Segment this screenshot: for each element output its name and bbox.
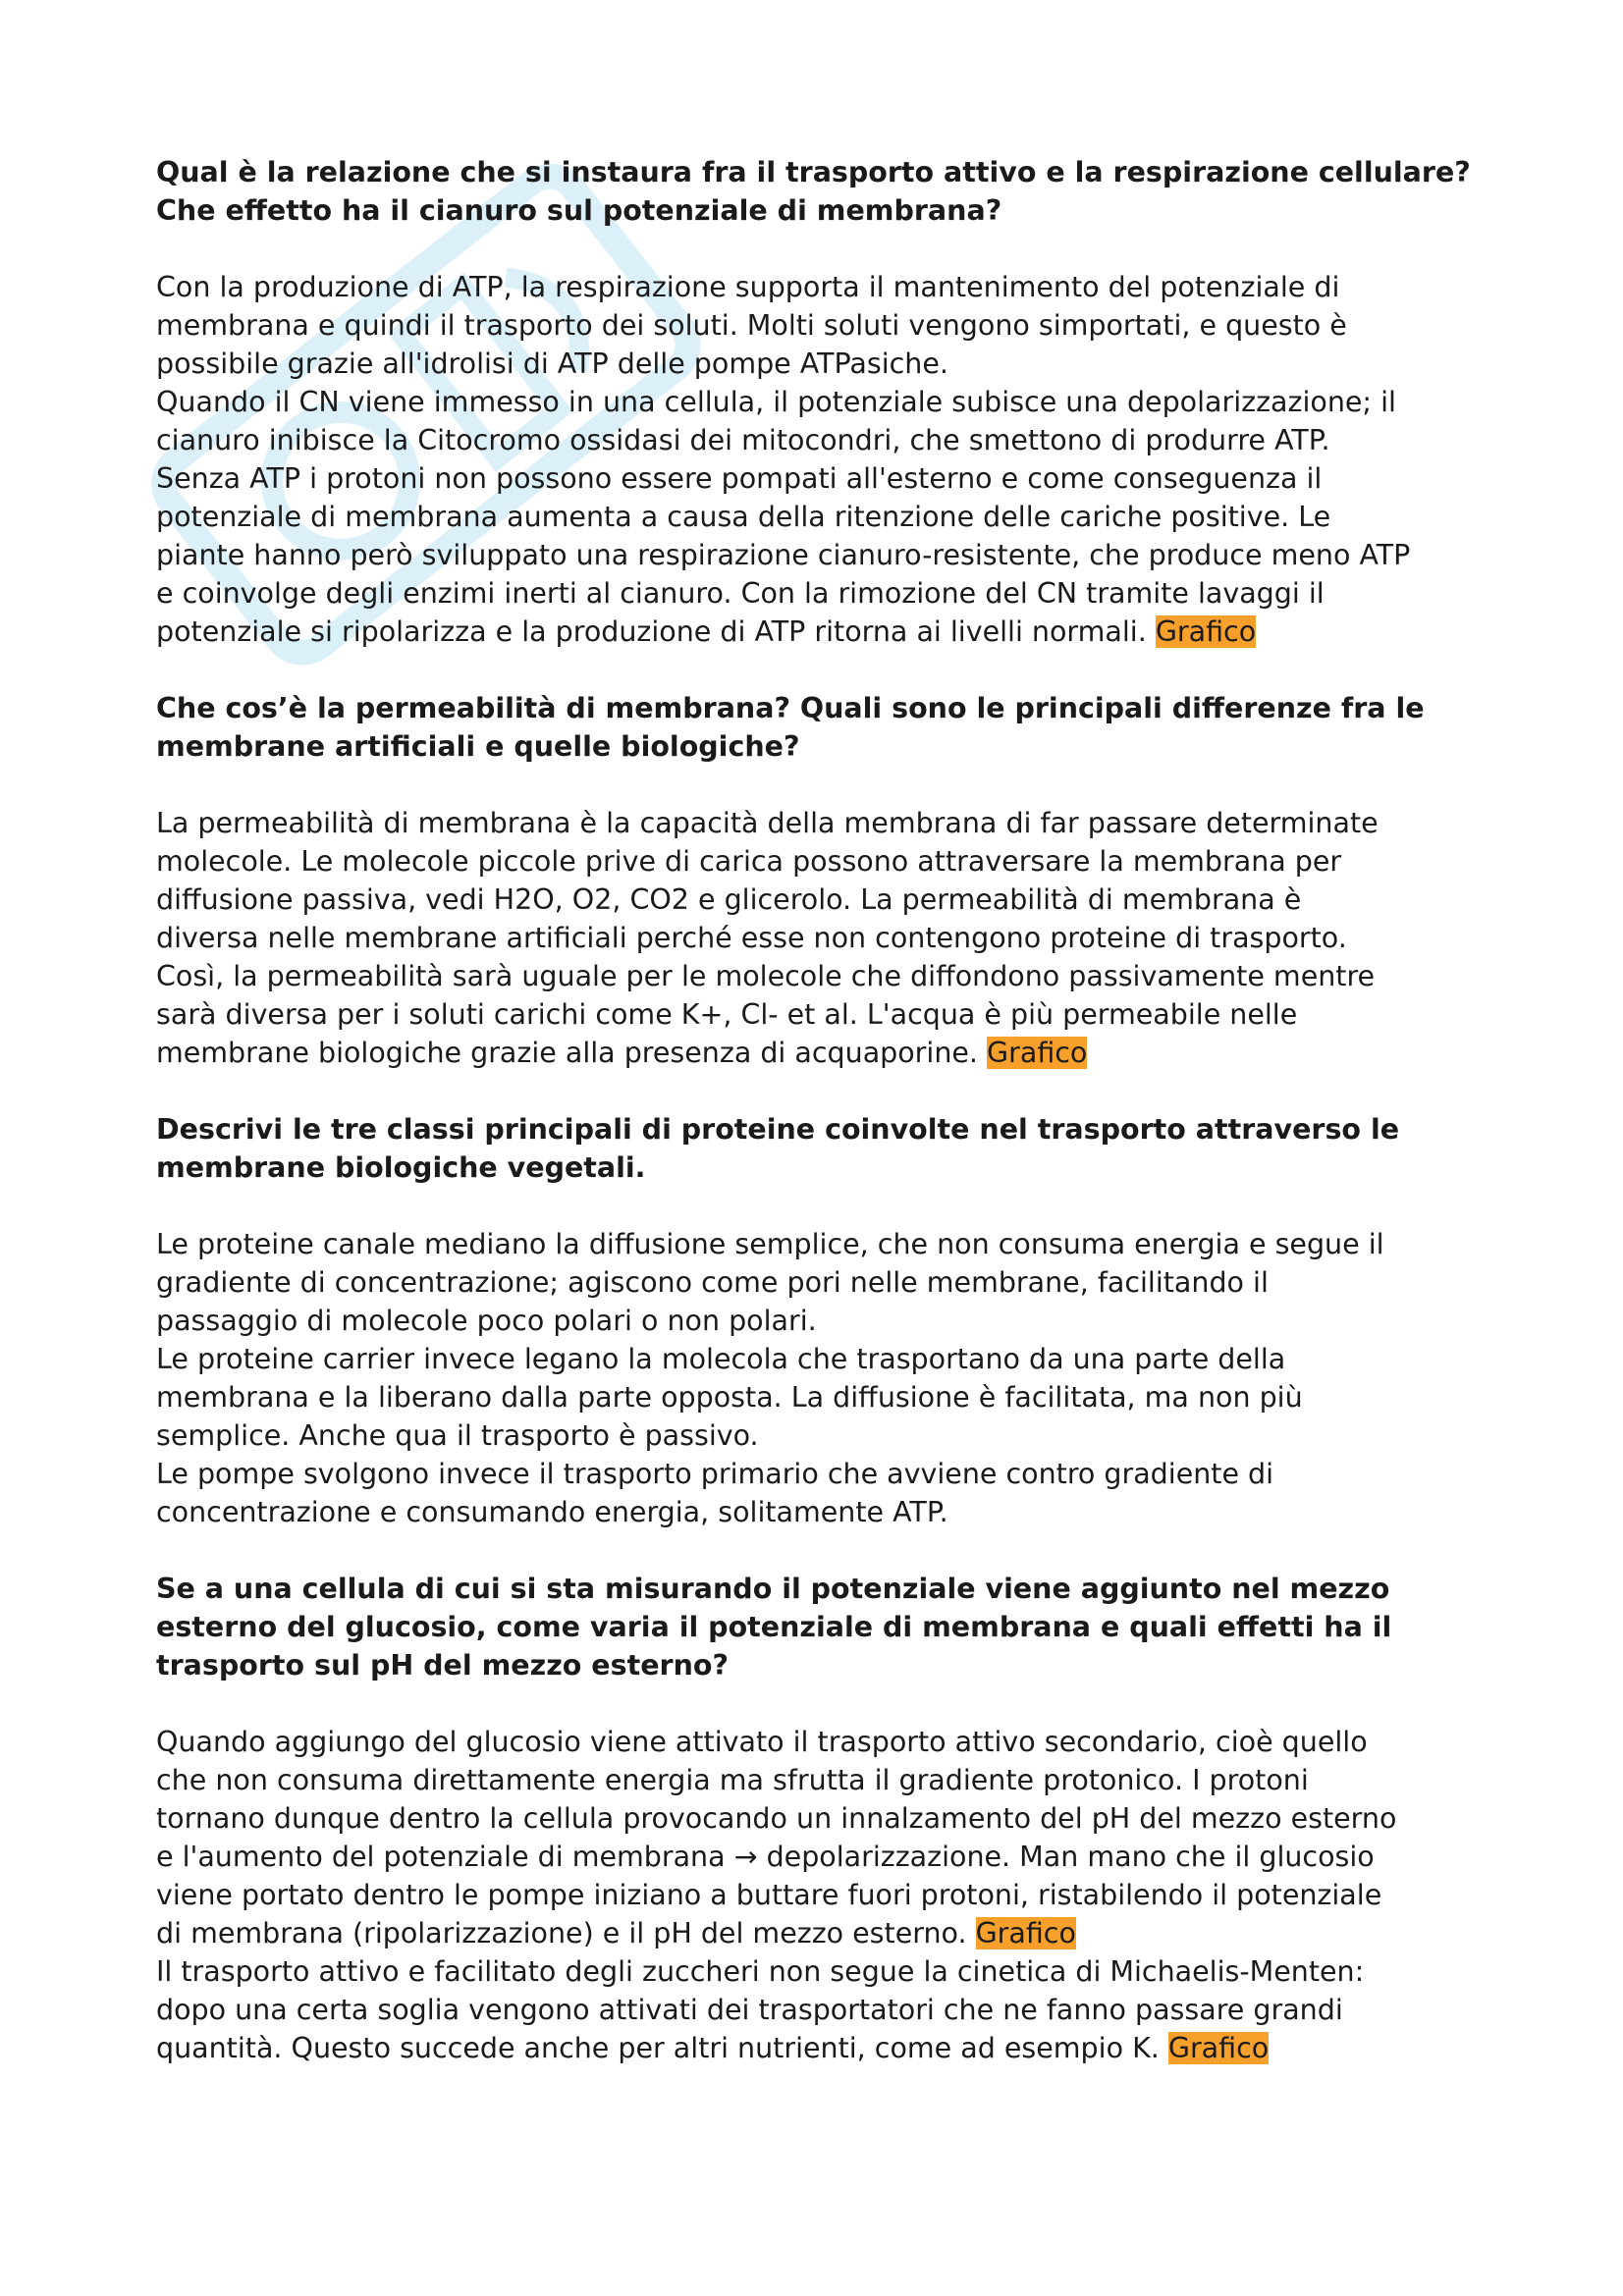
question-line: Che cos’è la permeabilità di membrana? Quali sono le principali differenze fra le [156,692,1425,724]
body-text: concentrazione e consumando energia, solitamente ATP. [156,1496,948,1528]
question-line: membrane biologiche vegetali. [156,1151,646,1184]
body-line [156,306,1482,345]
body-line [156,957,1482,995]
body-text: Le proteine carrier invece legano la molecola che trasportano da una parte della [156,1343,1286,1375]
body-text: Quando aggiungo del glucosio viene attivato il trasporto attivo secondario, cioè quello [156,1726,1368,1758]
body-line [156,1799,1482,1838]
body-line [156,842,1482,881]
body-text: cianuro inibisce la Citocromo ossidasi dei mitocondri, che smettono di produrre ATP. [156,424,1330,456]
body-text: Le proteine canale mediano la diffusione semplice, che non consuma energia e segue il [156,1228,1384,1260]
body-text: La permeabilità di membrana è la capacità della membrana di far passare determinate [156,807,1379,839]
body-text: di membrana (ripolarizzazione) e il pH del mezzo esterno. [156,1917,976,1949]
body-line [156,881,1482,919]
question-line: Descrivi le tre classi principali di proteine coinvolte nel trasporto attraverso le [156,1113,1400,1146]
body-text: molecole. Le molecole piccole prive di carica possono attraversare la membrana per [156,845,1342,878]
body-line [156,919,1482,957]
body-text: potenziale di membrana aumenta a causa della ritenzione delle cariche positive. Le [156,501,1331,533]
body-text: potenziale si ripolarizza e la produzione di ATP ritorna ai livelli normali. [156,615,1156,648]
body-line [156,995,1482,1034]
body-text: diffusione passiva, vedi H2O, O2, CO2 e glicerolo. La permeabilità di membrana è [156,883,1302,916]
body-line [156,1225,1482,1263]
body-text: quantità. Questo succede anche per altri nutrienti, come ad esempio K. [156,2032,1168,2064]
document-body [156,153,1482,2067]
body-text: e l'aumento del potenziale di membrana → depolarizzazione. Man mano che il glucosio [156,1841,1375,1873]
body-text: gradiente di concentrazione; agiscono come pori nelle membrane, facilitando il [156,1266,1269,1299]
grafico-link[interactable]: Grafico [1155,615,1257,648]
body-line [156,1340,1482,1378]
body-line [156,613,1482,651]
question-gap [156,766,1482,804]
question-line: esterno del glucosio, come varia il potenziale di membrana e quali effetti ha il [156,1611,1392,1643]
question-gap [156,1187,1482,1225]
body-text: e coinvolge degli enzimi inerti al cianuro. Con la rimozione del CN tramite lavaggi il [156,577,1325,610]
body-line [156,1034,1482,1072]
grafico-link[interactable]: Grafico [975,1917,1076,1949]
body-line [156,1838,1482,1876]
body-text: Il trasporto attivo e facilitato degli zuccheri non segue la cinetica di Michaelis-Menten: [156,1955,1365,1988]
body-text: diversa nelle membrane artificiali perché esse non contengono proteine di trasporto. [156,922,1347,954]
body-line [156,1991,1482,2029]
body-line [156,459,1482,498]
question-gap [156,1684,1482,1723]
body-text: Le pompe svolgono invece il trasporto primario che avviene contro gradiente di [156,1458,1274,1490]
body-line [156,1455,1482,1493]
body-line [156,498,1482,536]
grafico-link[interactable]: Grafico [1167,2032,1270,2064]
body-text: membrane biologiche grazie alla presenza di acquaporine. [156,1037,988,1069]
body-line [156,804,1482,842]
body-line [156,1263,1482,1302]
body-line [156,1416,1482,1455]
body-text: tornano dunque dentro la cellula provocando un innalzamento del pH del mezzo esterno [156,1802,1397,1835]
question-line: membrane artificiali e quelle biologiche? [156,730,800,763]
question-line: Che effetto ha il cianuro sul potenziale di membrana? [156,194,1002,227]
body-line [156,345,1482,383]
body-line [156,1876,1482,1914]
body-text: Senza ATP i protoni non possono essere pompati all'esterno e come conseguenza il [156,462,1323,495]
body-text: possibile grazie all'idrolisi di ATP delle pompe ATPasiche. [156,347,948,380]
body-line [156,2029,1482,2067]
body-text: Quando il CN viene immesso in una cellula, il potenziale subisce una depolarizzazione; il [156,386,1396,418]
question-line: Se a una cellula di cui si sta misurando il potenziale viene aggiunto nel mezzo [156,1573,1390,1605]
body-text: semplice. Anche qua il trasporto è passivo. [156,1419,759,1452]
body-text: piante hanno però sviluppato una respirazione cianuro-resistente, che produce meno ATP [156,539,1411,571]
question-line: trasporto sul pH del mezzo esterno? [156,1649,729,1682]
section-gap [156,651,1482,689]
body-line [156,1914,1482,1952]
body-line [156,574,1482,613]
body-line [156,1761,1482,1799]
body-text: sarà diversa per i soluti carichi come K+, Cl- et al. L'acqua è più permeabile nelle [156,998,1298,1031]
body-text: membrana e quindi il trasporto dei soluti. Molti soluti vengono simportati, e questo è [156,309,1347,342]
body-text: che non consuma direttamente energia ma sfrutta il gradiente protonico. I protoni [156,1764,1309,1796]
body-line [156,1378,1482,1416]
body-line [156,536,1482,574]
grafico-link[interactable]: Grafico [987,1037,1088,1069]
body-text: membrana e la liberano dalla parte opposta. La diffusione è facilitata, ma non più [156,1381,1303,1414]
body-line [156,268,1482,306]
body-line [156,1493,1482,1531]
body-text: passaggio di molecole poco polari o non polari. [156,1305,817,1337]
question-gap [156,230,1482,268]
question-line: Qual è la relazione che si instaura fra il trasporto attivo e la respirazione cellulare? [156,156,1471,188]
body-line [156,1952,1482,1991]
body-line [156,1723,1482,1761]
body-text: dopo una certa soglia vengono attivati dei trasportatori che ne fanno passare grandi [156,1994,1343,2026]
body-text: Con la produzione di ATP, la respirazione supporta il mantenimento del potenziale di [156,271,1340,303]
body-text: viene portato dentro le pompe iniziano a buttare fuori protoni, ristabilendo il potenziale [156,1879,1382,1911]
body-line [156,1302,1482,1340]
body-text: Così, la permeabilità sarà uguale per le molecole che diffondono passivamente mentre [156,960,1376,992]
body-line [156,383,1482,421]
body-line [156,421,1482,459]
section-gap [156,1072,1482,1110]
section-gap [156,1531,1482,1570]
